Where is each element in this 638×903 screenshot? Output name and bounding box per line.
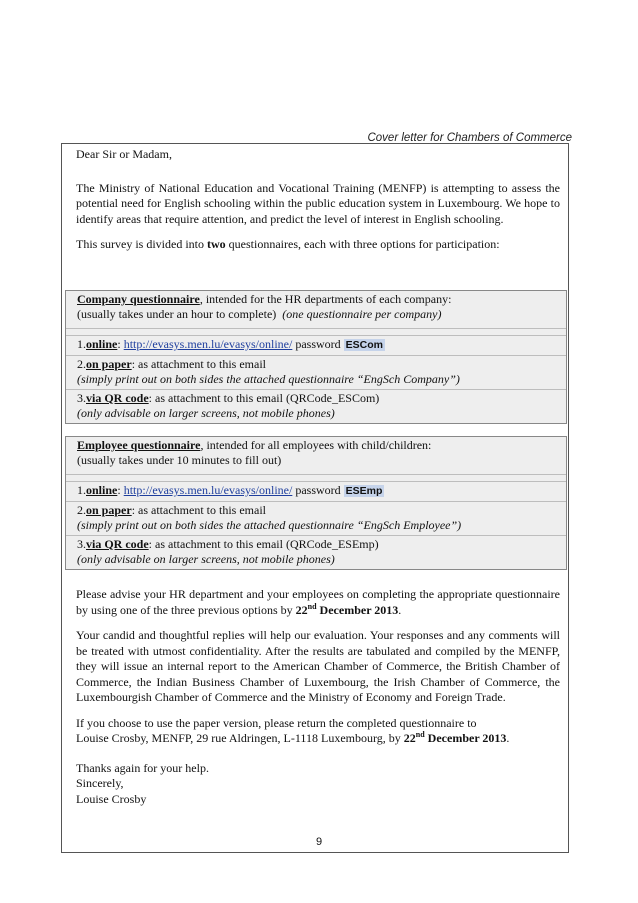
employee-header-row: Employee questionnaire, intended for all employees with child/children: (usually takes under 10 minutes to fill out) [66, 437, 566, 475]
employee-questionnaire-box [65, 436, 567, 570]
company-title: Company questionnaire [77, 292, 200, 306]
company-duration: (usually takes under an hour to complete) [77, 307, 277, 321]
employee-option-paper: 2.on paper: as attachment to this email (simply print out on both sides the attached questionnaire “EngSch Employee”) [66, 502, 566, 536]
signature: Louise Crosby [76, 791, 147, 806]
company-option-qr: 3.via QR code: as attachment to this email (QRCode_ESCom) (only advisable on larger screens, not mobile phones) [77, 391, 380, 420]
company-duration-note: (one questionnaire per company) [282, 307, 442, 321]
company-online-link[interactable]: http://evasys.men.lu/evasys/online/ [123, 337, 293, 351]
candid-paragraph: Your candid and thoughtful replies will help our evaluation. Your responses and any comments will be treated with utmost confidentiality. After the results are tabulated and compiled by the MENFP, they will issue an internal report to the American Chamber of Commerce, the British Chamber of Commerce, the Indian Business Chamber of Luxembourg, the Irish Chamber of Commerce, the Luxembourgish Chamber of Commerce and the Ministry of Economy and Foreign Trade. [76, 628, 560, 704]
company-option-paper: 2.on paper: as attachment to this email (simply print out on both sides the attached questionnaire “EngSch Company”) [66, 356, 566, 390]
company-questionnaire-box [65, 290, 567, 424]
letter-intro [76, 147, 560, 253]
advise-paragraph: Please advise your HR department and your employees on completing the appropriate questionnaire by using one of the three previous options by 22nd December 2013. [76, 587, 560, 617]
employee-option-qr: 3.via QR code: as attachment to this email (QRCode_ESEmp) (only advisable on larger screens, not mobile phones) [77, 537, 379, 566]
survey-paragraph: This survey is divided into two questionnaires, each with three options for participation: [76, 237, 500, 251]
company-header-row: Company questionnaire, intended for the HR departments of each company: (usually takes under an hour to complete) (one questionnaire per company) [66, 291, 566, 329]
closing: Thanks again for your help. Sincerely, Louise Crosby [76, 760, 209, 806]
page-number: 9 [315, 836, 323, 848]
intro-paragraph: The Ministry of National Education and Vocational Training (MENFP) is attempting to assess the potential need for English schooling within the public education system in Luxembourg. We hope to identify areas that require attention, and predict the level of interest in English schooling. [76, 180, 560, 226]
employee-option-online: 1.online: http://evasys.men.lu/evasys/online/ password ESEmp [66, 482, 566, 502]
employee-duration: (usually takes under 10 minutes to fill out) [77, 453, 282, 467]
paper-paragraph: If you choose to use the paper version, please return the completed questionnaire to Louise Crosby, MENFP, 29 rue Aldringen, L-1118 Luxembourg, by 22nd December 2013. [76, 715, 510, 745]
company-option-online: 1.online: http://evasys.men.lu/evasys/online/ password ESCom [66, 336, 566, 356]
employee-online-link[interactable]: http://evasys.men.lu/evasys/online/ [123, 483, 293, 497]
employee-password: ESEmp [345, 485, 383, 497]
employee-title: Employee questionnaire [77, 438, 201, 452]
survey-two: two [207, 237, 226, 251]
letter-body [76, 587, 560, 817]
document-header: Cover letter for Chambers of Commerce [367, 132, 572, 144]
company-password: ESCom [345, 339, 384, 351]
salutation: Dear Sir or Madam, [76, 147, 172, 161]
